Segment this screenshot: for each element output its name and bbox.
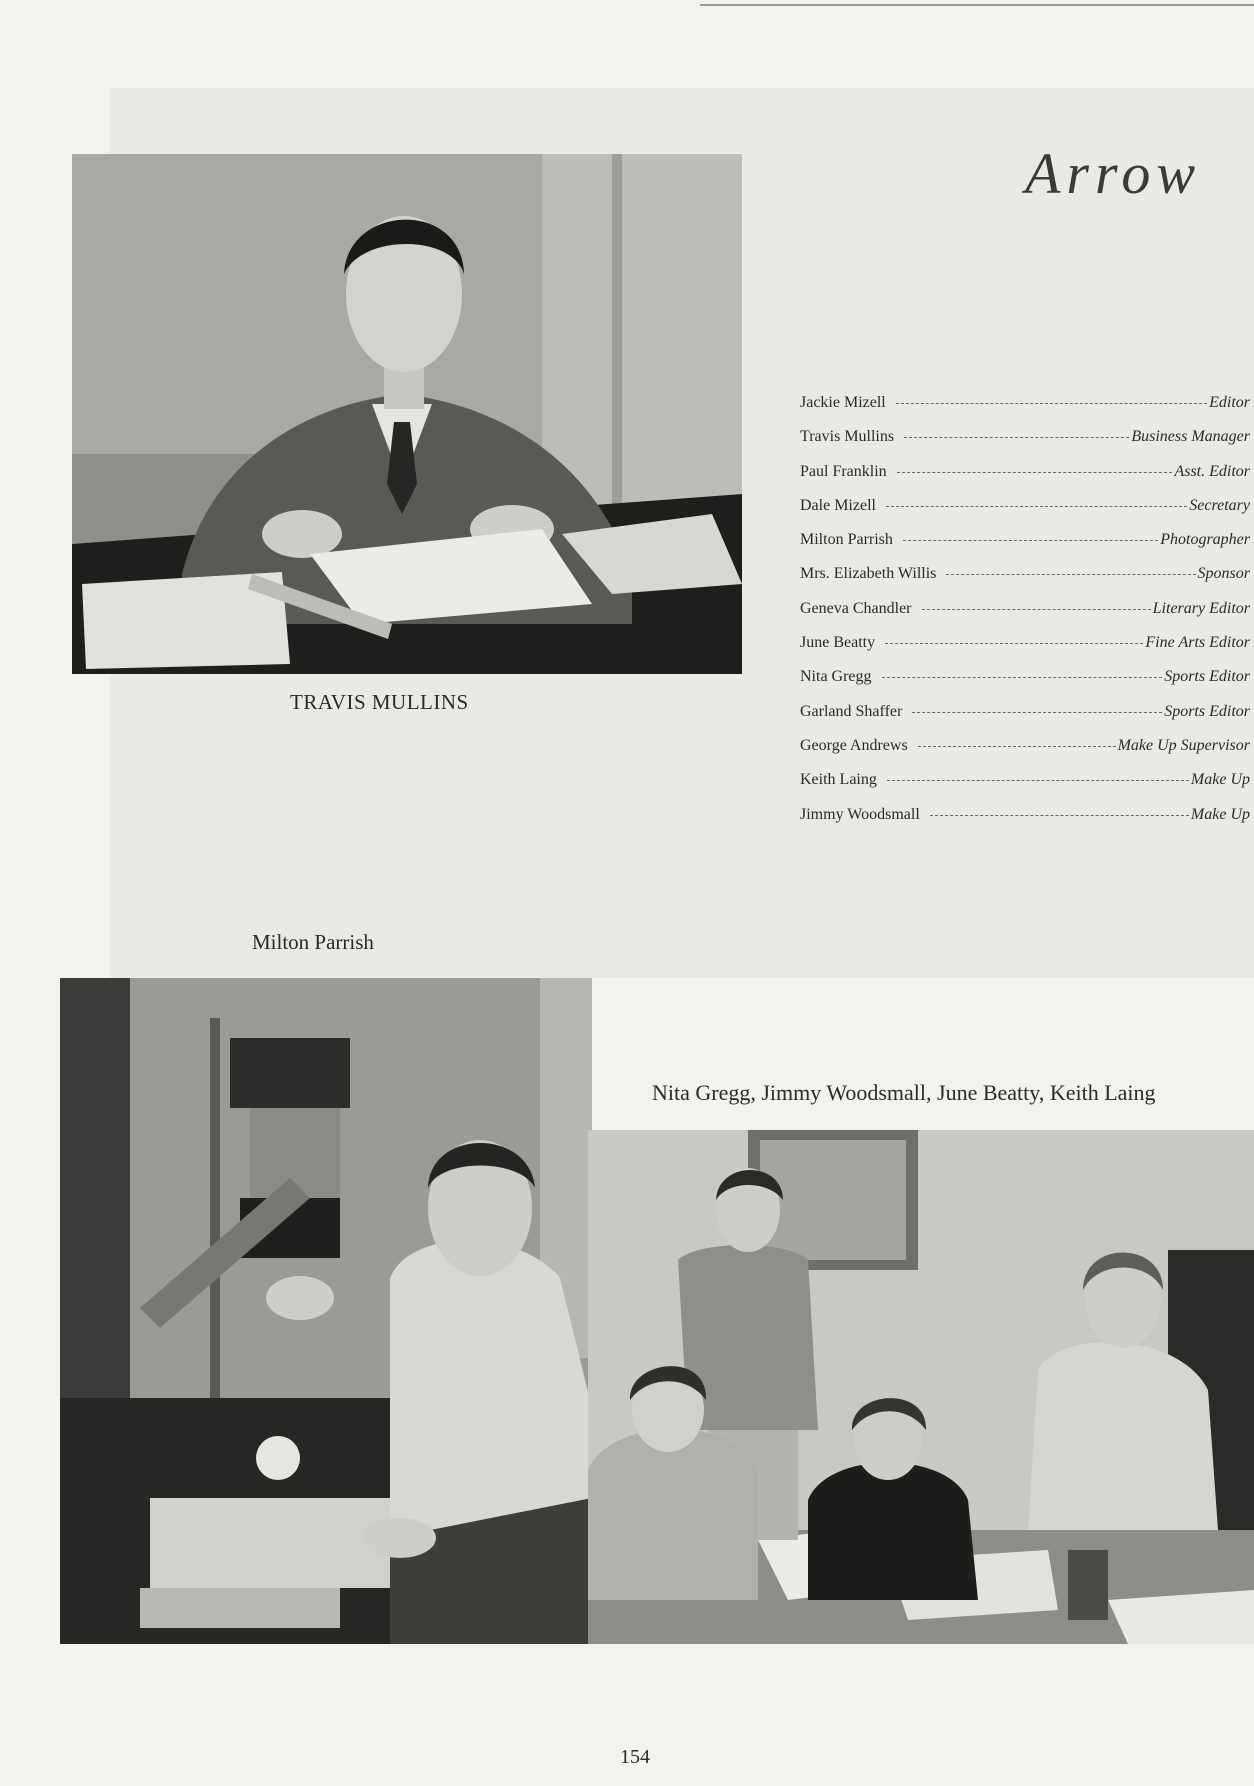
- staff-role: Sports Editor: [1164, 702, 1250, 720]
- photo-travis-mullins: [72, 154, 742, 674]
- leader-dashes: [930, 815, 1189, 816]
- list-item: [800, 428, 1250, 462]
- staff-name: Paul Franklin: [800, 462, 887, 480]
- caption-travis-mullins: TRAVIS MULLINS: [290, 690, 469, 714]
- staff-role: Make Up: [1190, 805, 1250, 823]
- staff-role: Fine Arts Editor: [1145, 634, 1250, 652]
- staff-role: Business Manager: [1131, 428, 1250, 446]
- staff-role: Photographer: [1160, 531, 1250, 549]
- photo-milton-parrish: [60, 978, 592, 1644]
- page-title: Arrow: [1025, 141, 1202, 206]
- staff-list: [800, 394, 1250, 840]
- leader-dashes: [886, 506, 1187, 507]
- staff-name: George Andrews: [800, 736, 908, 754]
- staff-role: Sports Editor: [1164, 668, 1250, 686]
- leader-dashes: [922, 609, 1151, 610]
- staff-role: Sponsor: [1197, 565, 1250, 583]
- list-item: [800, 771, 1250, 805]
- leader-dashes: [903, 540, 1158, 541]
- leader-dashes: [882, 677, 1163, 678]
- staff-role: Secretary: [1189, 496, 1250, 514]
- staff-role: Make Up Supervisor: [1117, 736, 1250, 754]
- staff-name: Geneva Chandler: [800, 599, 912, 617]
- leader-dashes: [904, 437, 1129, 438]
- staff-role: Literary Editor: [1152, 599, 1250, 617]
- list-item: [800, 463, 1250, 497]
- caption-milton-parrish: Milton Parrish: [252, 930, 374, 954]
- caption-group-photo: Nita Gregg, Jimmy Woodsmall, June Beatty, Keith Laing: [652, 1080, 1156, 1105]
- list-item: [800, 394, 1250, 428]
- list-item: [800, 497, 1250, 531]
- list-item: [800, 668, 1250, 702]
- leader-dashes: [887, 780, 1189, 781]
- staff-name: Dale Mizell: [800, 496, 876, 514]
- list-item: [800, 806, 1250, 840]
- staff-name: Nita Gregg: [800, 668, 872, 686]
- page-number: 154: [620, 1746, 650, 1768]
- top-rule: [700, 4, 1254, 6]
- staff-name: Keith Laing: [800, 771, 877, 789]
- staff-role: Editor: [1209, 394, 1250, 411]
- photo-group: [588, 1130, 1254, 1644]
- list-item: [800, 737, 1250, 771]
- staff-name: Garland Shaffer: [800, 702, 903, 720]
- staff-name: Travis Mullins: [800, 428, 895, 446]
- list-item: [800, 565, 1250, 599]
- staff-name: Jackie Mizell: [800, 394, 886, 411]
- staff-role: Make Up: [1190, 771, 1250, 789]
- staff-name: Mrs. Elizabeth Willis: [800, 565, 937, 583]
- list-item: [800, 703, 1250, 737]
- leader-dashes: [912, 712, 1162, 713]
- staff-name: Jimmy Woodsmall: [800, 805, 920, 823]
- staff-name: June Beatty: [800, 634, 876, 652]
- leader-dashes: [885, 643, 1143, 644]
- staff-name: Milton Parrish: [800, 531, 893, 549]
- list-item: [800, 531, 1250, 565]
- leader-dashes: [897, 472, 1173, 473]
- staff-role: Asst. Editor: [1174, 462, 1250, 480]
- leader-dashes: [896, 403, 1207, 404]
- list-item: [800, 600, 1250, 634]
- leader-dashes: [946, 574, 1195, 575]
- leader-dashes: [918, 746, 1116, 747]
- list-item: [800, 634, 1250, 668]
